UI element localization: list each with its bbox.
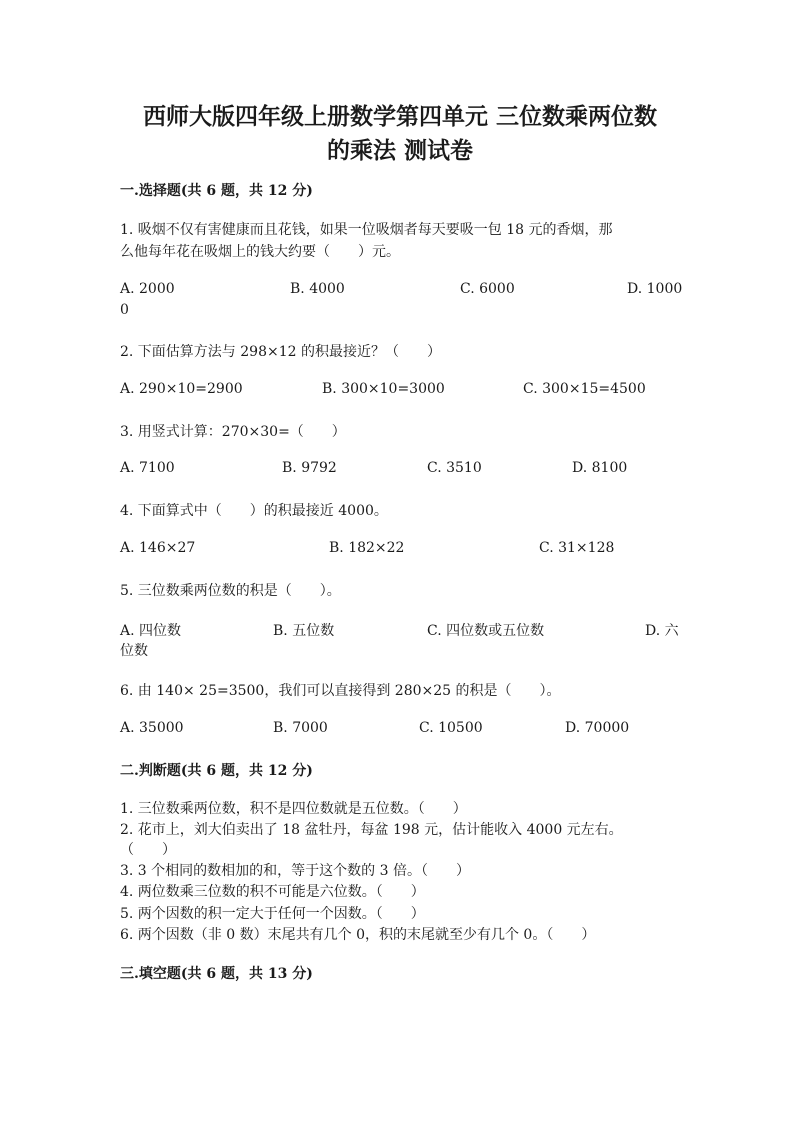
- question-4-stem: 4. 下面算式中（ ）的积最接近 4000。: [120, 503, 388, 519]
- section-heading-choice: 一.选择题(共 6 题，共 12 分): [120, 183, 313, 199]
- question-6-option-a: A. 35000: [120, 720, 184, 736]
- judgment-item-2-answer-blank: （ ）: [120, 842, 176, 858]
- question-3-option-b: B. 9792: [282, 460, 337, 476]
- question-1-option-d-overflow: 0: [120, 302, 129, 318]
- page-title-line-1: 西师大版四年级上册数学第四单元 三位数乘两位数: [142, 103, 657, 130]
- question-3-option-c: C. 3510: [427, 460, 482, 476]
- judgment-item-5: 5. 两个因数的积一定大于任何一个因数。（ ）: [120, 906, 425, 922]
- judgment-item-6: 6. 两个因数（非 0 数）末尾共有几个 0，积的末尾就至少有几个 0。（ ）: [120, 927, 596, 943]
- question-6-option-b: B. 7000: [273, 720, 328, 736]
- question-3-option-d: D. 8100: [572, 460, 628, 476]
- question-1-option-d: D. 1000: [627, 281, 683, 297]
- question-2-option-c: C. 300×15=4500: [523, 381, 646, 397]
- question-3-option-a: A. 7100: [120, 460, 175, 476]
- question-4-option-b: B. 182×22: [329, 540, 405, 556]
- judgment-item-4: 4. 两位数乘三位数的积不可能是六位数。（ ）: [120, 884, 425, 900]
- judgment-item-3: 3. 3 个相同的数相加的和，等于这个数的 3 倍。（ ）: [120, 863, 470, 879]
- question-5-stem: 5. 三位数乘两位数的积是（ ）。: [120, 583, 341, 599]
- question-4-option-c: C. 31×128: [539, 540, 615, 556]
- question-6-option-d: D. 70000: [565, 720, 630, 736]
- question-1-option-b: B. 4000: [290, 281, 345, 297]
- question-5-option-b: B. 五位数: [273, 623, 335, 639]
- question-2-option-b: B. 300×10=3000: [322, 381, 445, 397]
- judgment-item-1: 1. 三位数乘两位数，积不是四位数就是五位数。（ ）: [120, 801, 467, 817]
- question-1-option-a: A. 2000: [120, 281, 175, 297]
- question-1-option-c: C. 6000: [460, 281, 515, 297]
- question-5-option-d-overflow: 位数: [120, 643, 148, 659]
- question-6-option-c: C. 10500: [419, 720, 483, 736]
- question-3-stem: 3. 用竖式计算：270×30=（ ）: [120, 424, 346, 440]
- section-heading-judgment: 二.判断题(共 6 题，共 12 分): [120, 763, 313, 779]
- judgment-item-2: 2. 花市上，刘大伯卖出了 18 盆牡丹，每盆 198 元，估计能收入 4000 元左右。: [120, 822, 623, 838]
- question-1-stem-line-2: 么他每年花在吸烟上的钱大约要（ ）元。: [120, 244, 400, 260]
- question-1-stem-line-1: 1. 吸烟不仅有害健康而且花钱，如果一位吸烟者每天要吸一包 18 元的香烟，那: [120, 222, 613, 238]
- question-6-stem: 6. 由 140× 25=3500，我们可以直接得到 280×25 的积是（ ）。: [120, 683, 561, 699]
- question-2-stem: 2. 下面估算方法与 298×12 的积最接近？（ ）: [120, 344, 441, 360]
- question-2-option-a: A. 290×10=2900: [120, 381, 243, 397]
- question-4-option-a: A. 146×27: [120, 540, 196, 556]
- page-title-line-2: 的乘法 测试卷: [326, 137, 473, 164]
- question-5-option-a: A. 四位数: [120, 623, 182, 639]
- question-5-option-c: C. 四位数或五位数: [427, 623, 545, 639]
- section-heading-fill-in: 三.填空题(共 6 题，共 13 分): [120, 966, 313, 982]
- question-5-option-d: D. 六: [645, 623, 679, 639]
